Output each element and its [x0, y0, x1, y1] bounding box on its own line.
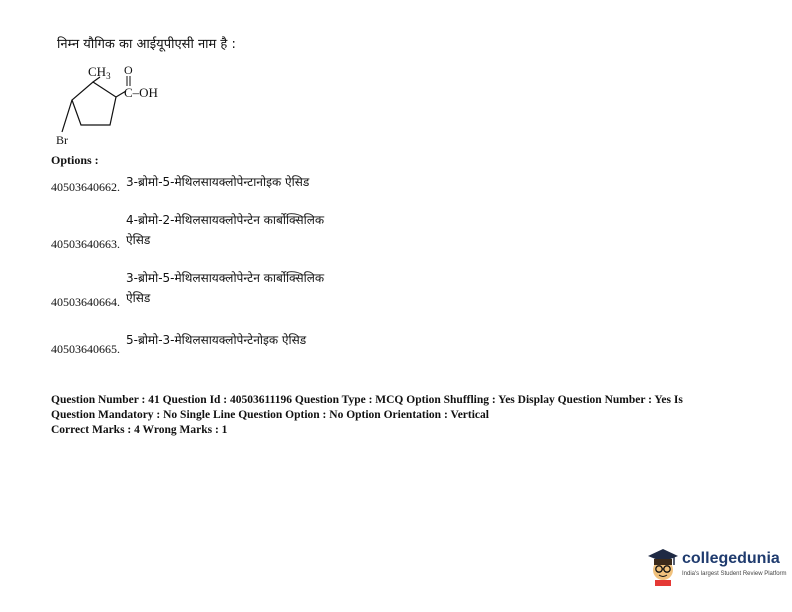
student-mascot-icon [646, 546, 680, 586]
option-line: ऐसिड [126, 233, 151, 247]
logo-tagline: India's largest Student Review Platform [682, 571, 787, 577]
option-text[interactable] [126, 210, 324, 250]
metadata-line: Correct Marks : 4 Wrong Marks : 1 [51, 424, 228, 436]
chemical-structure [48, 60, 188, 155]
metadata-line: Question Mandatory : No Single Line Question Option : No Option Orientation : Vertical [51, 409, 489, 421]
option-line: ऐसिड [126, 291, 151, 305]
option-text[interactable] [126, 268, 324, 308]
option-id: 40503640663. [51, 237, 120, 251]
options-heading: Options : [51, 153, 99, 167]
option-id: 40503640665. [51, 342, 120, 356]
methyl-label: $CH_3$ [88, 64, 111, 81]
carboxyl-label: C–OH [124, 85, 158, 100]
logo-name: collegedunia [682, 550, 780, 567]
option-text[interactable] [126, 330, 306, 350]
bromo-bond [62, 100, 72, 132]
question-text: निम्न यौगिक का आईयूपीएसी नाम है : [57, 37, 236, 52]
option-line: 3-ब्रोमो-5-मेथिलसायक्लोपेन्टानोइक ऐसिड [126, 175, 310, 189]
option-line: 4-ब्रोमो-2-मेथिलसायक्लोपेन्टेन कार्बोक्सिलिक [126, 213, 325, 227]
bromo-label: Br [56, 133, 68, 147]
collegedunia-logo[interactable] [646, 546, 786, 586]
question-metadata [51, 393, 731, 438]
metadata-line: Question Number : 41 Question Id : 40503611196 Question Type : MCQ Option Shuffling : Yes Display Question Number : Yes Is [51, 394, 683, 406]
option-line: 5-ब्रोमो-3-मेथिलसायक्लोपेन्टेनोइक ऐसिड [126, 333, 307, 347]
option-id: 40503640662. [51, 180, 120, 194]
option-text[interactable] [126, 172, 309, 192]
cyclopentane-ring [72, 82, 116, 125]
option-line: 3-ब्रोमो-5-मेथिलसायक्लोपेन्टेन कार्बोक्सिलिक [126, 271, 325, 285]
carbonyl-o-label: O [124, 63, 133, 77]
option-id: 40503640664. [51, 295, 120, 309]
